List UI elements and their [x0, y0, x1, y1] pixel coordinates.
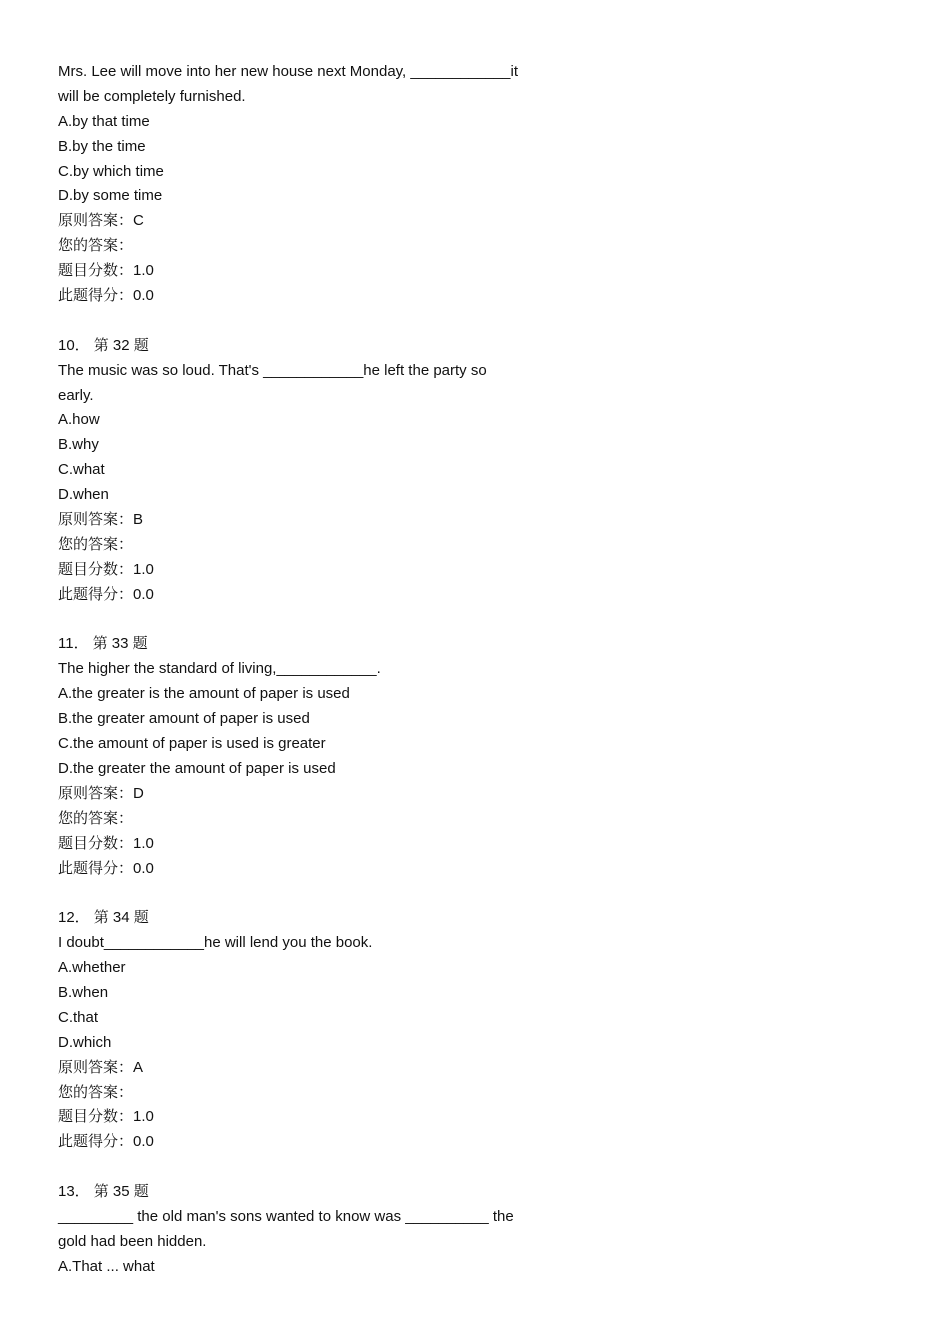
question-title: 第 33 题 — [92, 635, 148, 653]
spacer — [58, 881, 578, 906]
question-title: 第 34 题 — [93, 909, 149, 927]
item-score-value: 1.0 — [133, 262, 154, 280]
item-score-value: 1.0 — [133, 834, 154, 852]
question-stem: Mrs. Lee will move into her new house next Monday, ____________it — [58, 63, 518, 80]
standard-answer-value: B — [133, 511, 144, 529]
item-score-label: 题目分数： — [58, 1108, 134, 1126]
item-score — [58, 259, 578, 284]
standard-answer-label: 原则答案： — [58, 784, 134, 802]
this-score-label: 此题得分： — [58, 1133, 134, 1151]
question-heading — [58, 334, 578, 359]
standard-answer — [58, 209, 578, 234]
your-answer-label: 您的答案： — [58, 535, 134, 553]
your-answer-label: 您的答案： — [58, 237, 134, 255]
question-10 — [58, 334, 578, 608]
standard-answer-label: 原则答案： — [58, 212, 134, 230]
question-stem: The higher the standard of living,____________. — [58, 660, 381, 678]
your-answer-label: 您的答案： — [58, 809, 134, 827]
item-score-value: 1.0 — [133, 560, 154, 578]
standard-answer — [58, 508, 578, 533]
option-d: D.which — [58, 1033, 112, 1051]
option-a: A.That ... what — [58, 1257, 155, 1275]
question-stem: early. — [58, 386, 94, 404]
item-score-label: 题目分数： — [58, 834, 134, 852]
spacer — [58, 309, 578, 334]
question-number: 11． — [58, 635, 89, 653]
question-heading — [58, 1180, 578, 1205]
option-c: C.the amount of paper is used is greater — [58, 735, 326, 753]
question-number: 13． — [58, 1183, 90, 1201]
option-c: C.by which time — [58, 162, 164, 180]
question-9 — [58, 60, 578, 309]
question-heading — [58, 632, 578, 657]
your-answer — [58, 807, 578, 832]
option-d: D.the greater the amount of paper is used — [58, 759, 336, 777]
item-score — [58, 558, 578, 583]
item-score-label: 题目分数： — [58, 560, 134, 578]
this-score-value: 0.0 — [133, 859, 154, 877]
this-score-label: 此题得分： — [58, 287, 134, 305]
standard-answer — [58, 782, 578, 807]
standard-answer-label: 原则答案： — [58, 1058, 134, 1076]
option-d: D.when — [58, 486, 109, 504]
question-title: 第 32 题 — [93, 336, 149, 354]
question-number: 10． — [58, 336, 90, 354]
option-a: A.whether — [58, 959, 126, 977]
item-score-value: 1.0 — [133, 1108, 154, 1126]
spacer — [58, 608, 578, 633]
item-score — [58, 832, 578, 857]
standard-answer-label: 原则答案： — [58, 511, 134, 529]
option-b: B.why — [58, 436, 99, 454]
standard-answer-value: C — [133, 212, 144, 230]
question-13 — [58, 1180, 578, 1280]
this-score-label: 此题得分： — [58, 859, 134, 877]
question-stem: gold had been hidden. — [58, 1232, 207, 1250]
question-stem: _________ the old man's sons wanted to know was __________ the — [58, 1207, 514, 1225]
your-answer — [58, 533, 578, 558]
this-score-label: 此题得分： — [58, 585, 134, 603]
option-b: B.by the time — [58, 137, 146, 155]
question-title: 第 35 题 — [93, 1183, 149, 1201]
option-c: C.that — [58, 1008, 99, 1026]
this-score-value: 0.0 — [133, 1133, 154, 1151]
option-b: B.the greater amount of paper is used — [58, 710, 310, 728]
your-answer — [58, 1081, 578, 1106]
item-score-label: 题目分数： — [58, 262, 134, 280]
question-11 — [58, 632, 578, 881]
question-stem: will be completely furnished. — [58, 87, 246, 105]
question-heading — [58, 906, 578, 931]
option-c: C.what — [58, 461, 105, 479]
document-page — [58, 60, 578, 1280]
question-stem: I doubt____________he will lend you the book. — [58, 934, 373, 952]
this-score — [58, 1130, 578, 1155]
this-score — [58, 284, 578, 309]
this-score-value: 0.0 — [133, 585, 154, 603]
standard-answer-value: D — [133, 784, 144, 802]
standard-answer-value: A — [133, 1058, 144, 1076]
option-d: D.by some time — [58, 187, 163, 205]
spacer — [58, 1155, 578, 1180]
question-stem: The music was so loud. That's ____________he left the party so — [58, 361, 487, 379]
option-a: A.by that time — [58, 112, 150, 130]
your-answer — [58, 234, 578, 259]
option-a: A.the greater is the amount of paper is used — [58, 685, 350, 703]
question-number: 12． — [58, 909, 90, 927]
option-b: B.when — [58, 983, 109, 1001]
this-score — [58, 583, 578, 608]
this-score-value: 0.0 — [133, 287, 154, 305]
standard-answer — [58, 1056, 578, 1081]
item-score — [58, 1105, 578, 1130]
question-12 — [58, 906, 578, 1155]
option-a: A.how — [58, 411, 100, 429]
your-answer-label: 您的答案： — [58, 1083, 134, 1101]
this-score — [58, 857, 578, 882]
